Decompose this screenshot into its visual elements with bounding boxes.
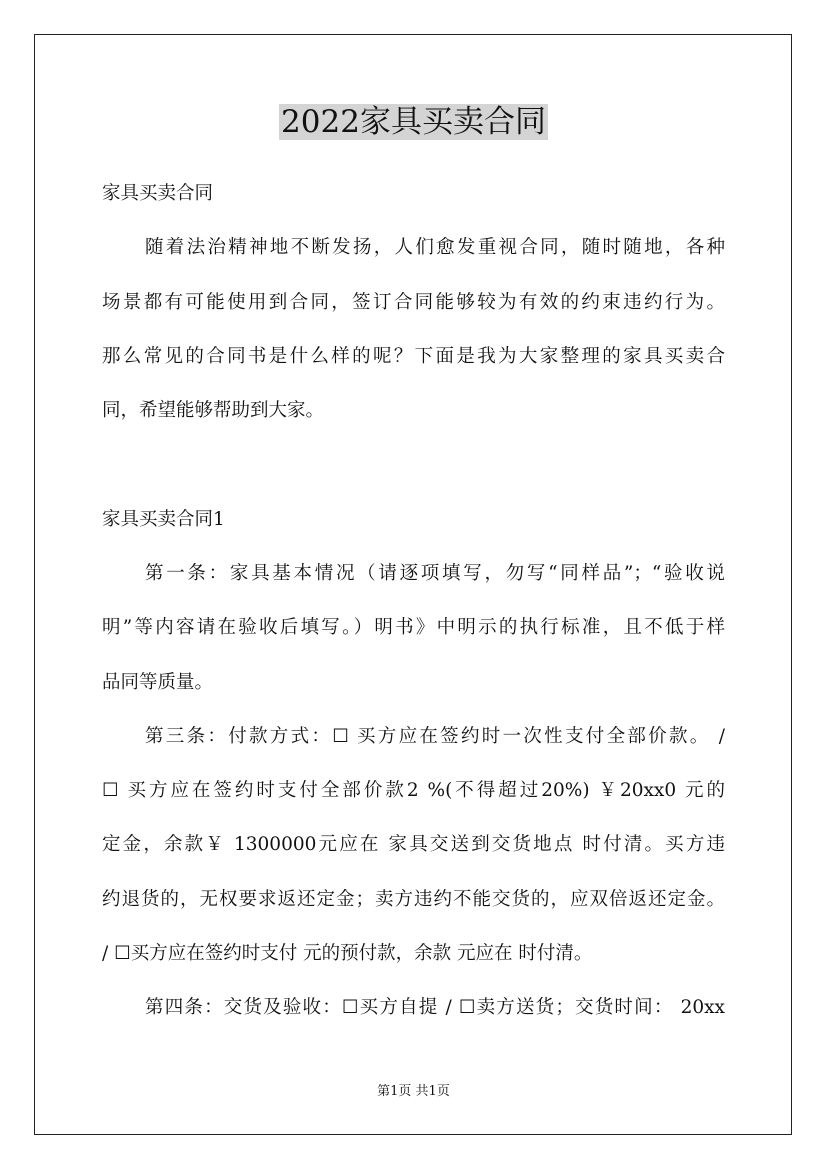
paragraph-line: 场景都有可能使用到合同，签订合同能够较为有效的约束违约行为。 [102,292,725,313]
section-heading: 家具买卖合同 [102,183,214,204]
paragraph-line: 定金，余款￥ 1300000元应在 家具交送到交货地点 时付清。买方违 [102,834,725,855]
paragraph-line: 同，希望能够帮助到大家。 [102,400,325,421]
paragraph-line: 第一条：家具基本情况（请逐项填写，勿写“同样品”；“验收说 [145,563,725,584]
page-footer: 第1页 共1页 [377,1084,450,1099]
paragraph-line: 约退货的，无权要求返还定金；卖方违约不能交货的，应双倍返还定金。 [102,889,725,910]
paragraph-line: 第四条：交货及验收：☐买方自提 / ☐卖方送货；交货时间： 20xx [145,997,725,1018]
paragraph-line: 第三条：付款方式：☐ 买方应在签约时一次性支付全部价款。 / [145,726,725,747]
document-title-text: 2022家具买卖合同 [281,104,546,140]
paragraph-line: 品同等质量。 [102,672,214,693]
paragraph-line: 随着法治精神地不断发扬，人们愈发重视合同，随时随地，各种 [145,237,725,258]
paragraph-line: 明”等内容请在验收后填写。）明书》中明示的执行标准，且不低于样 [102,617,725,638]
paragraph-line: 那么常见的合同书是什么样的呢？下面是我为大家整理的家具买卖合 [102,346,725,367]
section-heading: 家具买卖合同1 [102,509,225,530]
paragraph-line: / ☐买方应在签约时支付 元的预付款，余款 元应在 时付清。 [102,943,593,964]
paragraph-line: ☐ 买方应在签约时支付全部价款2 %(不得超过20%) ￥20xx0 元的 [102,780,725,801]
document-title [0,100,827,144]
